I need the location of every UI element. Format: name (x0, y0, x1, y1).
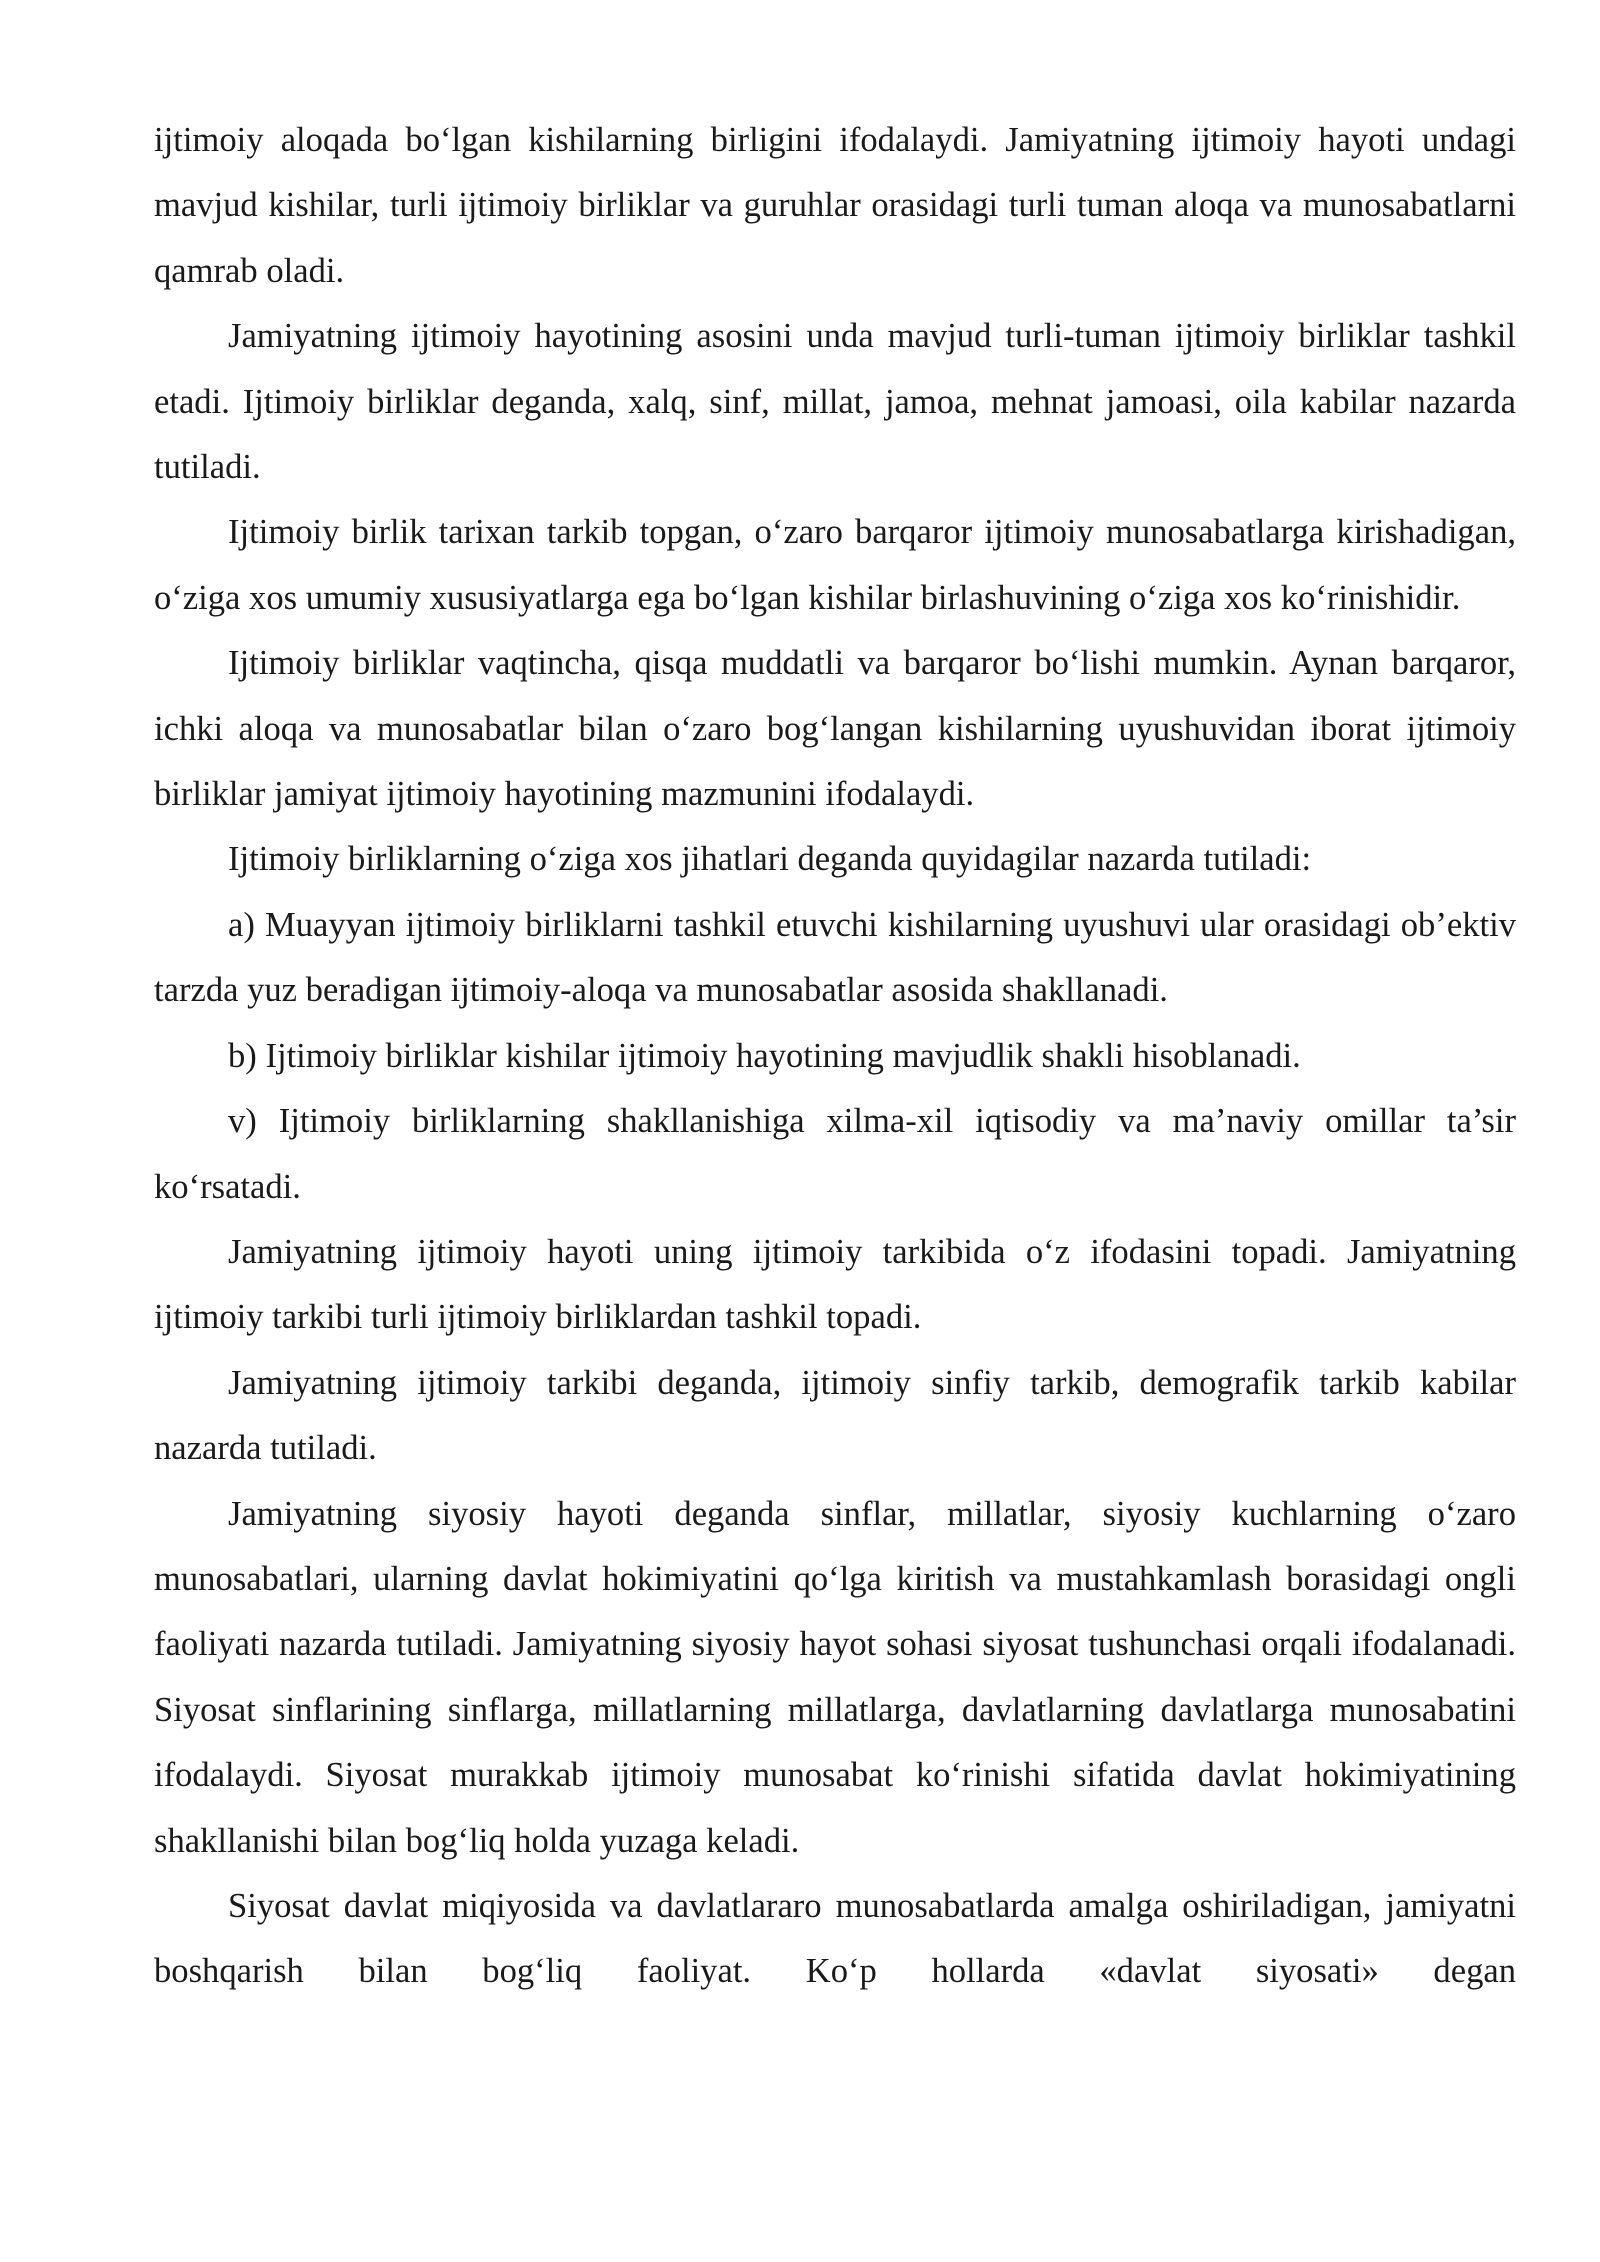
list-item-a: a) Muayyan ijtimoiy birliklarni tashkil etuvchi kishilarning uyushuvi ular orasidagi ob’ektiv tarzda yuz beradigan ijtimoiy-aloqa va munosabatlar asosida shakllanadi. (154, 905, 1516, 1010)
paragraph: Jamiyatning siyosiy hayoti deganda sinflar, millatlar, siyosiy kuchlarning o‘zaro munosabatlari, ularning davlat hokimiyatini qo‘lga kiritish va mustahkamlash borasidagi ongli faoliyati nazarda tutiladi. Jamiyatning siyosiy hayot sohasi siyosat tushunchasi orqali ifodalanadi. Siyosat sinflarining sinflarga, millatlarning millatlarga, davlatlarning davlatlarga munosabatini ifodalaydi. Siyosat murakkab ijtimoiy munosabat ko‘rinishi sifatida davlat hokimiyatining shakllanishi bilan bog‘liq holda yuzaga keladi. (154, 1494, 1516, 1860)
paragraph: Ijtimoiy birliklarning o‘ziga xos jihatlari deganda quyidagilar nazarda tutiladi: (228, 840, 1312, 879)
list-item-b: b) Ijtimoiy birliklar kishilar ijtimoiy hayotining mavjudlik shakli hisoblanadi. (228, 1036, 1301, 1075)
paragraph: Jamiyatning ijtimoiy hayoti uning ijtimoiy tarkibida o‘z ifodasini topadi. Jamiyatning ijtimoiy tarkibi turli ijtimoiy birliklardan tashkil topadi. (154, 1232, 1516, 1337)
paragraph: Ijtimoiy birliklar vaqtincha, qisqa muddatli va barqaror bo‘lishi mumkin. Aynan barqaror, ichki aloqa va munosabatlar bilan o‘zaro bog‘langan kishilarning uyushuvidan iborat ijtimoiy birliklar jamiyat ijtimoiy hayotining mazmunini ifodalaydi. (154, 644, 1516, 814)
list-item-v: v) Ijtimoiy birliklarning shakllanishiga xilma-xil iqtisodiy va ma’naviy omillar ta’sir ko‘rsatadi. (154, 1102, 1516, 1206)
paragraph-continues-next-page: Siyosat davlat miqiyosida va davlatlararo munosabatlarda amalga oshiriladigan, jamiyatni boshqarish bilan bog‘liq faoliyat. Ko‘p hollarda «davlat siyosati» degan (154, 1886, 1516, 1991)
paragraph: Ijtimoiy birlik tarixan tarkib topgan, o‘zaro barqaror ijtimoiy munosabatlarga kirishadigan, o‘ziga xos umumiy xususiyatlarga ega bo‘lgan kishilar birlashuvining o‘ziga xos ko‘rinishidir. (154, 513, 1516, 617)
paragraph: Jamiyatning ijtimoiy hayotining asosini unda mavjud turli-tuman ijtimoiy birliklar tashkil etadi. Ijtimoiy birliklar deganda, xalq, sinf, millat, jamoa, mehnat jamoasi, oila kabilar nazarda tutiladi. (154, 317, 1516, 487)
paragraph: Jamiyatning ijtimoiy tarkibi deganda, ijtimoiy sinfiy tarkib, demografik tarkib kabilar nazarda tutiladi. (154, 1363, 1516, 1468)
paragraph-continuation: ijtimoiy aloqada bo‘lgan kishilarning birligini ifodalaydi. Jamiyatning ijtimoiy hayoti undagi mavjud kishilar, turli ijtimoiy birliklar va guruhlar orasidagi turli tuman aloqa va munosabatlarni qamrab oladi. (154, 121, 1516, 290)
document-page (154, 108, 1516, 2005)
